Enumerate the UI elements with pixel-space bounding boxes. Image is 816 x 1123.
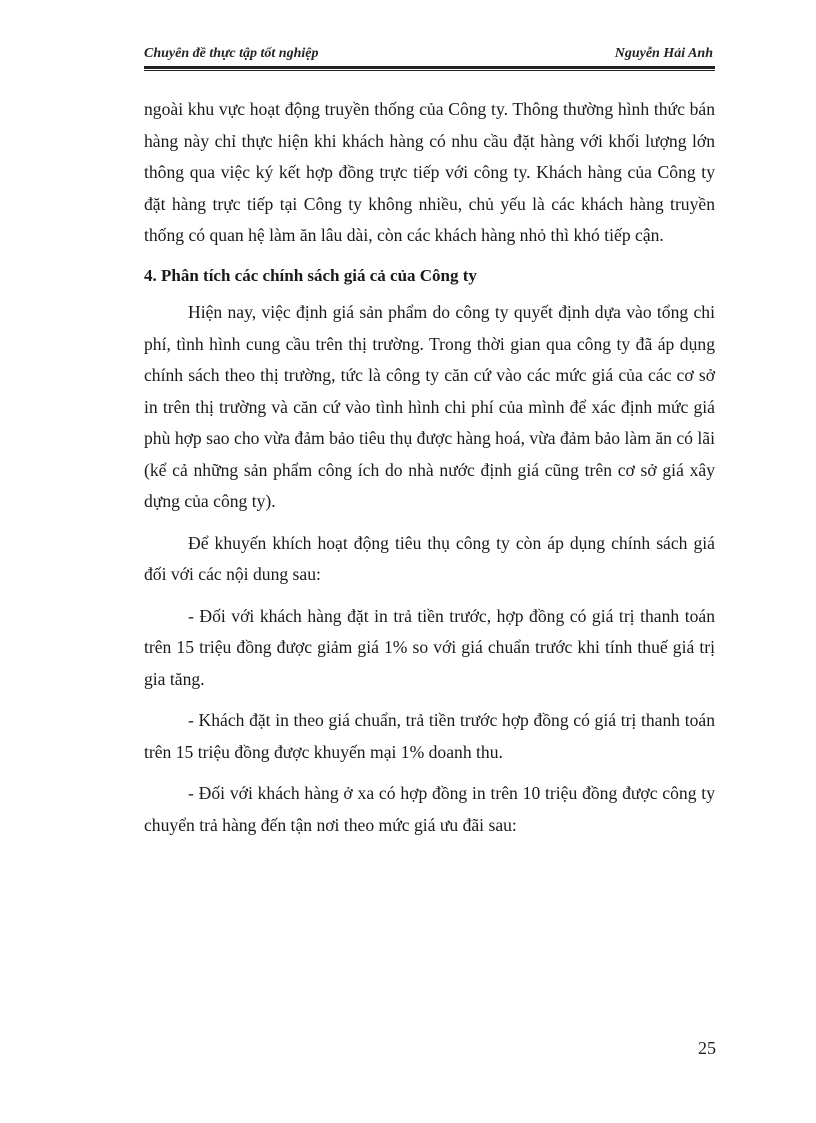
header-author-name: Nguyễn Hải Anh <box>614 46 713 61</box>
header-document-title: Chuyên đề thực tập tốt nghiệp <box>144 46 319 61</box>
paragraph-continuation: ngoài khu vực hoạt động truyền thống của Công ty. Thông thường hình thức bán hàng này chỉ thực hiện khi khách hàng có nhu cầu đặt hàng với khối lượng lớn thông qua việc ký kết hợp đồng trực tiếp với công ty. Khách hàng của Công ty đặt hàng trực tiếp tại Công ty không nhiều, chủ yếu là các khách hàng truyền thống có quan hệ làm ăn lâu dài, còn các khách hàng nhỏ thì khó tiếp cận. <box>144 99 715 245</box>
paragraph-pricing-overview: Hiện nay, việc định giá sản phẩm do công ty quyết định dựa vào tổng chi phí, tình hình cung cầu trên thị trường. Trong thời gian qua công ty đã áp dụng chính sách theo thị trường, tức là công ty căn cứ vào các mức giá của các cơ sở in trên thị trường và căn cứ vào tình hình chi phí của mình để xác định mức giá phù hợp sao cho vừa đảm bảo tiêu thụ được hàng hoá, vừa đảm bảo làm ăn có lãi (kể cả những sản phẩm công ích do nhà nước định giá cũng trên cơ sở giá xây dựng của công ty). <box>144 302 715 511</box>
paragraph-prepaid-discount: - Đối với khách hàng đặt in trả tiền trước, hợp đồng có giá trị thanh toán trên 15 triệu đồng được giảm giá 1% so với giá chuẩn trước khi tính thuế giá trị gia tăng. <box>144 605 715 689</box>
page-number: 25 <box>698 1038 716 1058</box>
section-heading: 4. Phân tích các chính sách giá cả của Công ty <box>144 265 477 285</box>
paragraph-pricing-intro: Để khuyến khích hoạt động tiêu thụ công ty còn áp dụng chính sách giá đối với các nội dung sau: <box>144 532 715 584</box>
paragraph-remote-delivery: - Đối với khách hàng ở xa có hợp đồng in trên 10 triệu đồng được công ty chuyển trả hàng đến tận nơi theo mức giá ưu đãi sau: <box>144 783 715 835</box>
page-body <box>144 94 715 841</box>
page-header <box>144 40 715 70</box>
header-divider <box>144 66 715 71</box>
paragraph-standard-price-promotion: - Khách đặt in theo giá chuẩn, trả tiền trước hợp đồng có giá trị thanh toán trên 15 triệu đồng được khuyến mại 1% doanh thu. <box>144 710 715 762</box>
